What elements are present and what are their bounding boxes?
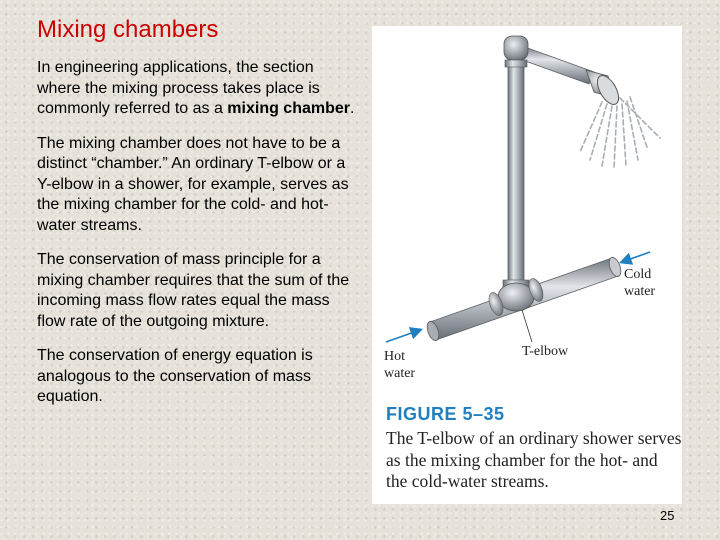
water-spray	[580, 97, 660, 168]
cold-water-arrow	[622, 252, 650, 262]
shower-head-icon	[586, 70, 623, 108]
page-number: 25	[660, 508, 675, 523]
mixing-chamber-term: mixing chamber	[227, 100, 350, 117]
hot-water-label: Hot water	[384, 349, 416, 381]
riser-pipe	[508, 50, 524, 290]
slide-body	[37, 58, 355, 422]
figure-panel	[372, 26, 682, 504]
top-elbow-joint	[504, 36, 528, 67]
paragraph-1	[37, 58, 355, 120]
paragraph-4: The conservation of energy equation is analogous to the conservation of mass equation.	[37, 347, 313, 405]
figure-caption: The T-elbow of an ordinary shower serves as the mixing chamber for the hot- and the cold-water streams.	[386, 428, 682, 491]
t-elbow-leader-line	[522, 310, 532, 342]
t-elbow-label: T-elbow	[522, 344, 569, 359]
slide-title: Mixing chambers	[37, 16, 219, 43]
paragraph-1-end: .	[350, 100, 355, 117]
cold-water-label: Cold water	[624, 267, 656, 299]
shower-illustration	[372, 26, 682, 396]
hot-water-arrow	[386, 330, 420, 342]
shower-arm	[517, 46, 594, 84]
figure-caption-heading: FIGURE 5–35	[386, 404, 505, 424]
paragraph-2: The mixing chamber does not have to be a distinct “chamber.” An ordinary T-elbow or a Y-elbow in a shower, for example, serves as the mixing chamber for the cold- and hot-water streams.	[37, 134, 349, 234]
paragraph-3: The conservation of mass principle for a mixing chamber requires that the sum of the incoming mass flow rates equal the mass flow rate of the outgoing mixture.	[37, 251, 350, 330]
t-elbow-joint	[486, 277, 545, 318]
paragraph-1-text: In engineering applications, the section where the mixing process takes place is commonly referred to as a	[37, 59, 320, 117]
